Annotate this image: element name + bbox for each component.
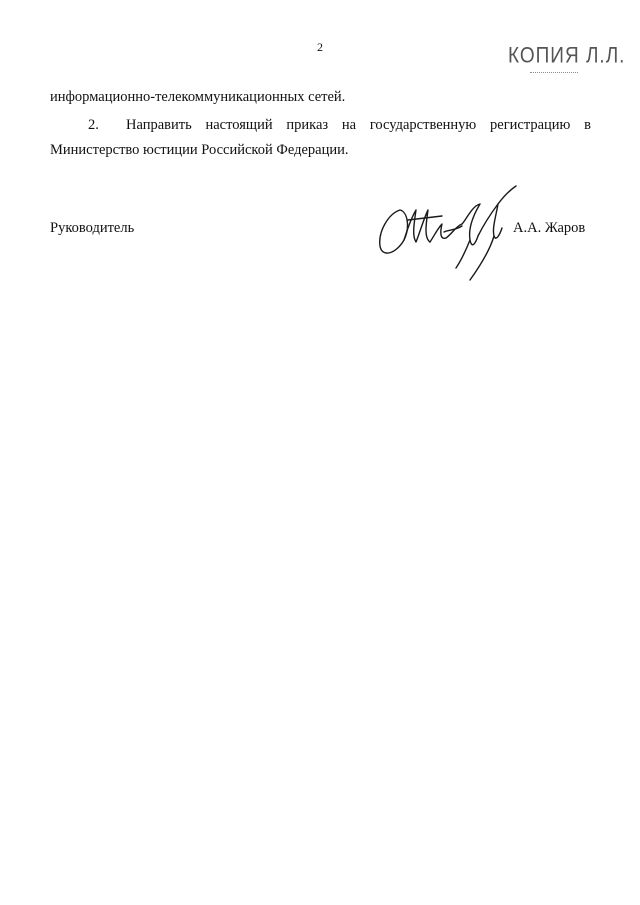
signer-name: А.А. Жаров: [513, 220, 586, 236]
list-item-text: Направить настоящий приказ на государственную регистрацию в: [126, 117, 591, 133]
copy-stamp-text: КОПИЯ Л.Л.: [508, 44, 626, 69]
copy-stamp: [508, 44, 626, 80]
page-number: 2: [317, 40, 323, 54]
list-item-number: 2.: [88, 117, 99, 133]
list-item-continuation: Министерство юстиции Российской Федерации.: [50, 142, 349, 158]
signer-title: Руководитель: [50, 220, 135, 236]
paragraph-continuation: информационно-телекоммуникационных сетей.: [50, 89, 346, 105]
handwritten-signature: [370, 180, 520, 285]
copy-stamp-underline: [530, 72, 578, 73]
